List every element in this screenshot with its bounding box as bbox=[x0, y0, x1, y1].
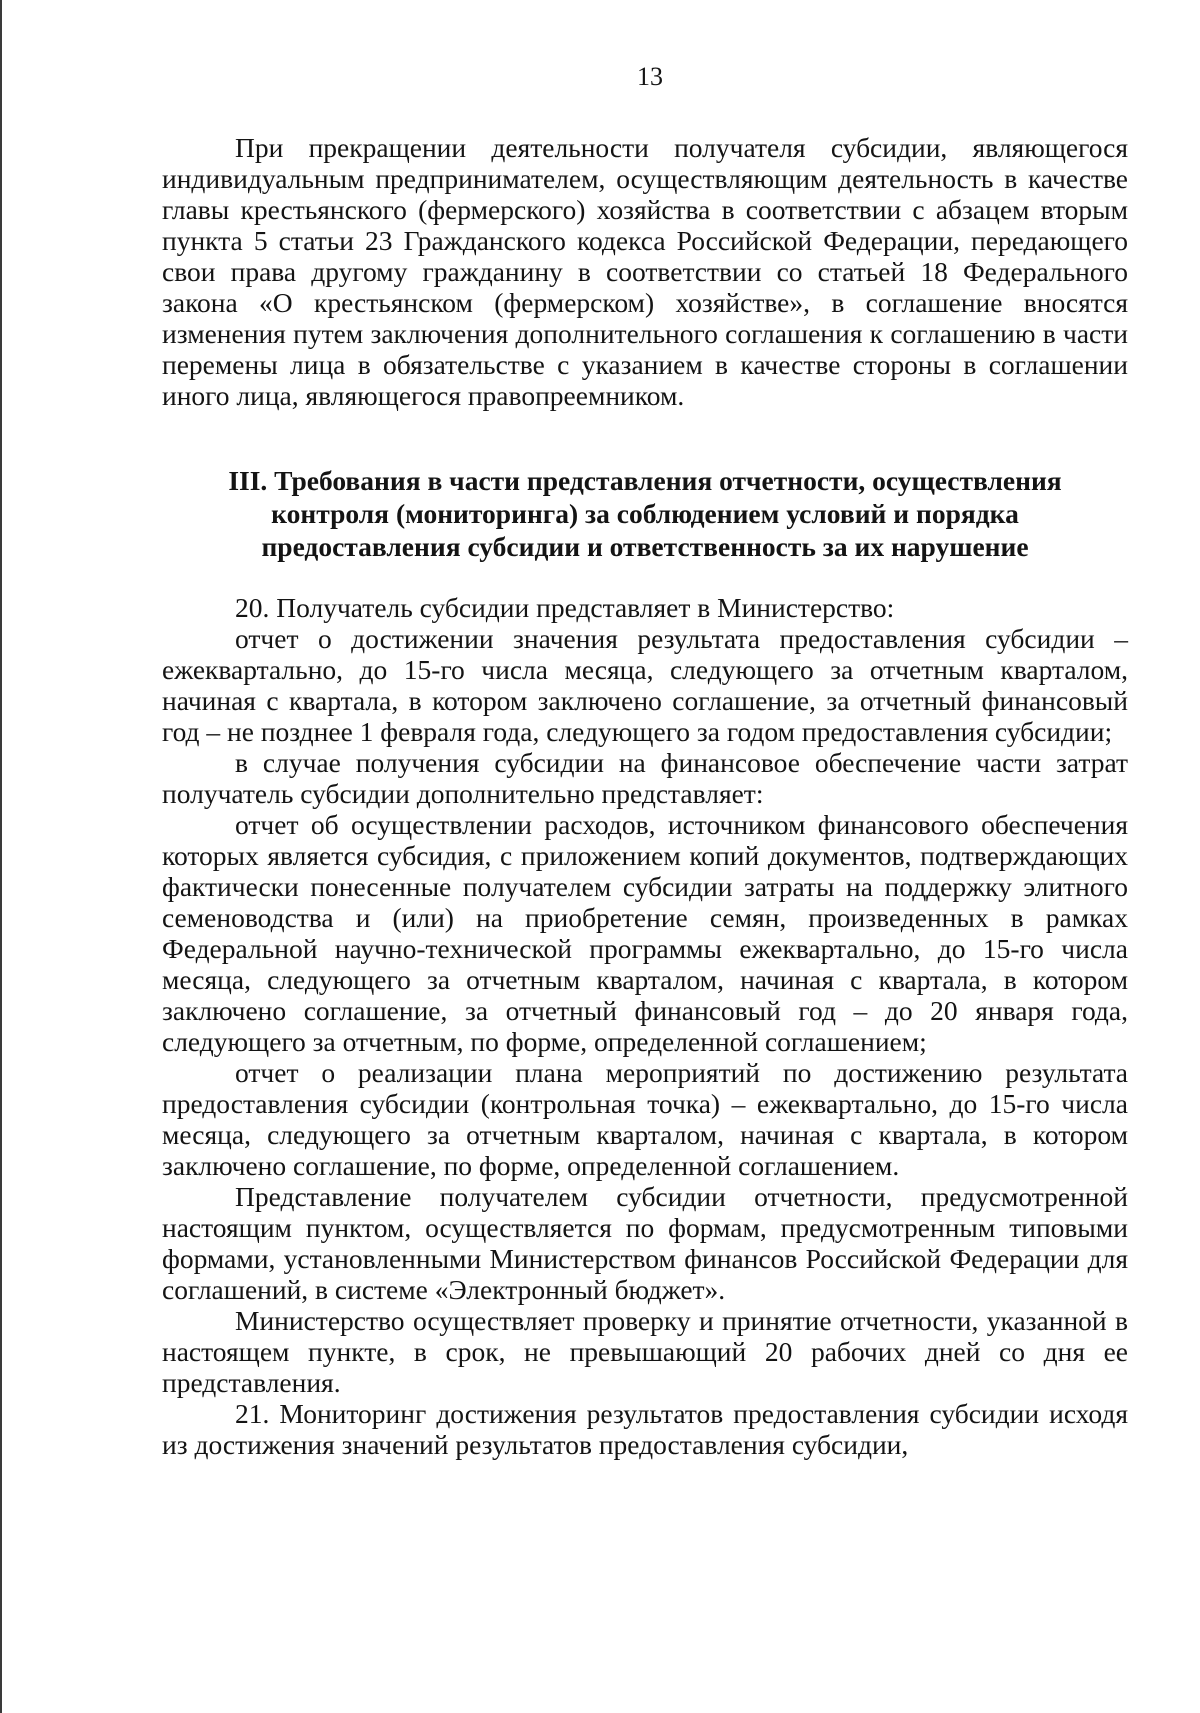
cost-subsidy-paragraph: в случае получения субсидии на финансовое обеспечение части затрат получатель субсидии дополнительно представляет: bbox=[162, 747, 1128, 809]
clause-20-intro: 20. Получатель субсидии представляет в Министерство: bbox=[235, 592, 895, 623]
report-forms-paragraph: Представление получателем субсидии отчетности, предусмотренной настоящим пунктом, осуществляется по формам, предусмотренным типовыми формами, установленными Министерством финансов Российской Федерации для соглашений, в системе «Электронный бюджет». bbox=[162, 1181, 1128, 1305]
section-heading-line: III. Требования в части представления отчетности, осуществления bbox=[228, 465, 1062, 496]
expense-report-paragraph: отчет об осуществлении расходов, источником финансового обеспечения которых является субсидия, с приложением копий документов, подтверждающих фактически понесенные получателем субсидии затраты на поддержку элитного семеноводства и (или) на приобретение семян, произведенных в рамках Федеральной научно-технической программы ежеквартально, до 15-го числа месяца, следующего за отчетным кварталом, начиная с квартала, в котором заключено соглашение, за отчетный финансовый год – до 20 января года, следующего за отчетным, по форме, определенной соглашением; bbox=[162, 809, 1128, 1057]
section-heading bbox=[162, 464, 1128, 563]
report-result-paragraph: отчет о достижении значения результата предоставления субсидии – ежеквартально, до 15-го числа месяца, следующего за отчетным кварталом, начиная с квартала, в котором заключено соглашение, за отчетный финансовый год – не позднее 1 февраля года, следующего за годом предоставления субсидии; bbox=[162, 623, 1128, 747]
ministry-check-paragraph: Министерство осуществляет проверку и принятие отчетности, указанной в настоящем пункте, в срок, не превышающий 20 рабочих дней со дня ее представления. bbox=[162, 1305, 1128, 1398]
section-body bbox=[162, 592, 1128, 1460]
intro-block bbox=[162, 132, 1128, 411]
page-number: 13 bbox=[637, 62, 663, 91]
scan-edge bbox=[0, 0, 2, 1713]
clause-21-paragraph: 21. Мониторинг достижения результатов предоставления субсидии исходя из достижения значений результатов предоставления субсидии, bbox=[162, 1398, 1128, 1460]
plan-report-paragraph: отчет о реализации плана мероприятий по достижению результата предоставления субсидии (контрольная точка) – ежеквартально, до 15-го числа месяца, следующего за отчетным кварталом, начиная с квартала, в котором заключено соглашение, по форме, определенной соглашением. bbox=[162, 1057, 1128, 1181]
intro-paragraph: При прекращении деятельности получателя субсидии, являющегося индивидуальным предпринимателем, осуществляющим деятельность в качестве главы крестьянского (фермерского) хозяйства в соответствии с абзацем вторым пункта 5 статьи 23 Гражданского кодекса Российской Федерации, передающего свои права другому гражданину в соответствии со статьей 18 Федерального закона «О крестьянском (фермерском) хозяйстве», в соглашение вносятся изменения путем заключения дополнительного соглашения к соглашению в части перемены лица в обязательстве с указанием в качестве стороны в соглашении иного лица, являющегося правопреемником. bbox=[162, 132, 1128, 411]
section-heading-line: контроля (мониторинга) за соблюдением условий и порядка bbox=[271, 498, 1019, 529]
section-heading-line: предоставления субсидии и ответственность за их нарушение bbox=[261, 531, 1029, 562]
